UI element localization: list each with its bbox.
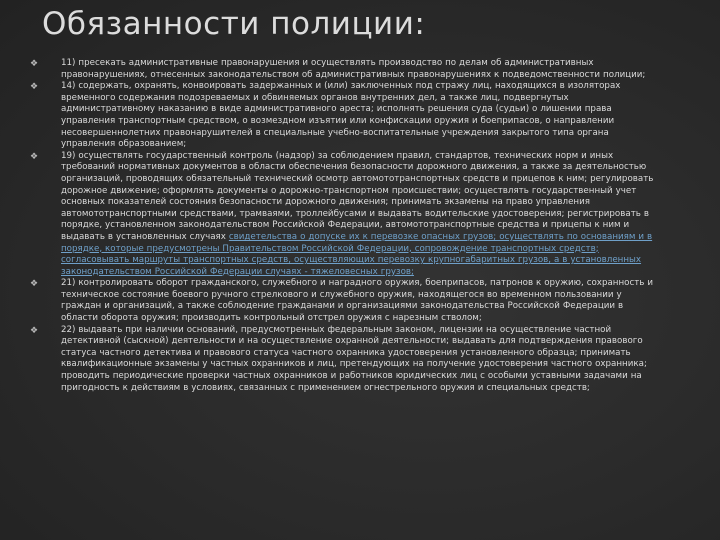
diamond-bullet-icon: ❖ [30, 279, 39, 290]
list-item-text: 21) контролировать оборот гражданского, служебного и наградного оружия, боеприпасов, патронов к оружию, сохранность и техническое состояние боевого ручного стрелкового и служебного оружия, находящегося во временном пользовании у граждан и организаций, а также соблюдение гражданами и организациями законодательства Российской Федерации в области оборота оружия; производить контрольный отстрел оружия с нарезным стволом; [61, 278, 654, 324]
bullet-list [30, 58, 662, 394]
list-item [30, 151, 662, 279]
diamond-bullet-icon: ❖ [30, 59, 39, 69]
diamond-bullet-icon: ❖ [30, 325, 39, 336]
diamond-bullet-icon: ❖ [30, 151, 39, 162]
list-item-text: 14) содержать, охранять, конвоировать задержанных и (или) заключенных под стражу лиц, находящихся в изоляторах временного содержания подозреваемых и обвиняемых органов внутренних дел, а также лиц, подвергнутых административному наказанию в виде административного ареста; исполнять решения суда (судьи) о лишении права управления транспортным средством, о возмездном изъятии или конфискации оружия и боеприпасов, о направлении несовершеннолетних правонарушителей в специальные учебно-воспитательные учреждения закрытого типа органа управления образованием; [61, 81, 621, 150]
list-item [30, 81, 662, 151]
list-item [30, 58, 662, 81]
list-item [30, 325, 662, 395]
list-item-text: 19) осуществлять государственный контроль (надзор) за соблюдением правил, стандартов, технических норм и иных требований нормативных документов в области обеспечения безопасности дорожного движения, а также за деятельностью организаций, проводящих обязательный технический осмотр автомототранспортных средств и прицепов к ним; регулировать дорожное движение; оформлять документы о дорожно-транспортном происшествии; осуществлять государственный учет основных показателей состояния безопасности дорожного движения; принимать экзамены на право управления автомототранспортными средствами, трамваями, троллейбусами и выдавать водительские удостоверения; регистрировать в порядке, установленном законодательством Российской Федерации, автомототранспортные средства и прицепы к ним и выдавать в установленных случаях [61, 150, 654, 242]
hyperlink[interactable]: свидетельства о допуске их к перевозке опасных грузов; осуществлять по основаниям и в порядке, которые предусмотрены Правительством Российской Федерации, сопровождение транспортных средств; согласовывать маршруты транспортных средств, осуществляющих перевозку крупногабаритных грузов, а в установленных законодательством Российской Федерации случаях - тяжеловесных грузов; [61, 231, 653, 277]
diamond-bullet-icon: ❖ [30, 82, 39, 93]
list-item [30, 278, 662, 324]
list-item-text: 11) пресекать административные правонарушения и осуществлять производство по делам об административных правонарушениях, отнесенных законодательством об административных правонарушениях к подведомственности полиции; [61, 58, 646, 80]
list-item-text: 22) выдавать при наличии оснований, предусмотренных федеральным законом, лицензии на осуществление частной детективной (сыскной) деятельности и на осуществление охранной деятельности; выдавать для подтверждения правового статуса частного детектива и правового статуса частного охранника удостоверения установленного образца; принимать квалификационные экзамены у частных охранников и лиц, претендующих на получение удостоверения частного охранника; проводить периодические проверки частных охранников и работников юридических лиц с особыми уставными задачами на пригодность к действиям в условиях, связанных с применением огнестрельного оружия и специальных средств; [61, 324, 647, 393]
slide-title: Обязанности полиции: [42, 6, 426, 42]
